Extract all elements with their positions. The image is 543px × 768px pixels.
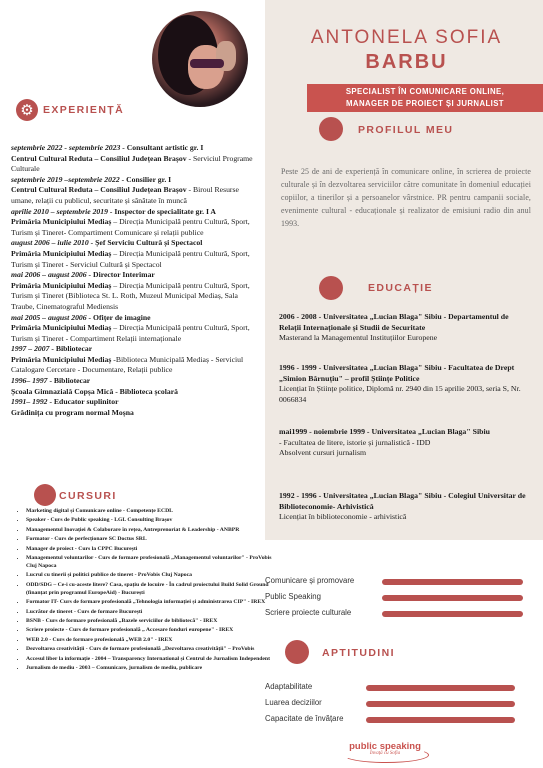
skill-level-bar (366, 717, 515, 723)
experience-period-line (11, 313, 261, 324)
role-line-2: MANAGER DE PROIECT ȘI JURNALIST (346, 99, 504, 108)
experience-role: Inspector de specialitate gr. I A (112, 206, 216, 216)
education-title: 2006 - 2008 - Universitatea „Lucian Blaga" Sibiu - Departamentul de Relații Internaționale și Studii de Securitate (279, 312, 509, 332)
skill-level-bar (382, 579, 523, 585)
logo-swoosh (343, 747, 429, 763)
experience-institution: Primăria Municipiului Mediaș (11, 248, 112, 258)
profile-dot-icon (319, 117, 343, 141)
education-entry (279, 312, 529, 344)
experience-description: – Direcția Municipală pentru Cultură, Sport, Turism și Tineret- Compartiment Comunicare și relații publice (11, 217, 250, 237)
skill-label: Public Speaking (265, 592, 321, 601)
experience-detail-line (11, 154, 261, 175)
experience-detail-line (11, 185, 261, 206)
experience-period-line (11, 207, 261, 218)
skill-label: Scriere proiecte culturale (265, 608, 352, 617)
profile-text: Peste 25 de ani de experiență în comunicare online, în scrierea de proiecte culturale și în dezvoltarea serviciilor către comunitate în domeniul educației copiilor, a tinerilor și a persoanelor vârstnice. PR pentru campanii sociale, evenimente cultural - educaționale și realizator de emisiuni radio din anul 1993. (281, 167, 531, 228)
education-title: 1996 - 1999 - Universitatea „Lucian Blaga" Sibiu - Facultatea de Drept „Simion Bărnuțiu" – profil Științe Politice (279, 363, 515, 383)
experience-period: august 2006 – iulie 2010 - (11, 238, 94, 248)
gear-icon: ⚙ (16, 99, 38, 121)
education-entry (279, 491, 529, 523)
experience-detail-line (11, 387, 261, 398)
experience-period-line (11, 376, 261, 387)
role-line-1: SPECIALIST ÎN COMUNICARE ONLINE, (345, 87, 505, 96)
education-dot-icon (319, 276, 343, 300)
experience-period: aprilie 2010 – septembrie 2019 - (11, 206, 113, 216)
right-panel (265, 0, 543, 540)
experience-institution: Primăria Municipiului Mediaș (11, 323, 112, 333)
experience-detail-line (11, 355, 261, 376)
course-item: • Jurnalism de mediu - 2003 – Comunicare, jurnalism de mediu, publicare (26, 664, 278, 672)
experience-period: 1996– 1997 - (11, 376, 52, 386)
education-detail: Licențiat în Științe politice, Diplomă nr. 2940 din 15 aprilie 2003, seria S, Nr. 0066834 (279, 384, 521, 404)
experience-description: – Direcția Municipală pentru Cultură, Sport, Turism și Tineret (Biblioteca St. L. Roth, Muzeul Municipal Mediaș, Sala Traube, Cinematograful Mediensis (11, 280, 250, 311)
experience-institution: Primăria Municipiului Mediaș (11, 354, 112, 364)
role-banner (307, 84, 543, 112)
experience-role: Ofițer de imagine (91, 312, 151, 322)
education-title: 1992 - 1996 - Universitatea „Lucian Blaga" Sibiu - Colegiul Universitar de Biblioteconomie- Arhivistică (279, 491, 526, 511)
course-item: • Manager de proiect - Curs la CPPC București (26, 545, 278, 553)
experience-institution: Centrul Cultural Reduta – Consiliul Județean Brașov (11, 185, 187, 195)
experience-role: Educator suplinitor (52, 397, 119, 407)
experience-period: 1997 – 2007 - (11, 344, 54, 354)
experience-description: - Biroul Resurse umane, relații cu publicul, securitate și sănătate în muncă (11, 185, 239, 205)
experience-period: 1991– 1992 - (11, 397, 52, 407)
courses-heading: CURSURI (59, 490, 117, 502)
skill-level-bar (366, 685, 515, 691)
experience-detail-line (11, 408, 261, 419)
course-item: • Speaker - Curs de Public speaking - LGL Consulting Brașov (26, 516, 278, 524)
education-title: mai1999 - noiembrie 1999 - Universitatea „Lucian Blaga" Sibiu (279, 427, 490, 436)
courses-list (12, 507, 278, 673)
course-item: • Marketing digital și Comunicare online - Competențe ECDL (26, 507, 278, 515)
experience-description: - Serviciul Programe Culturale (11, 153, 253, 174)
education-detail: Absolvent cursuri jurnalism (279, 448, 367, 458)
skill-label: Capacitate de învățare (265, 714, 344, 723)
last-name: BARBU (365, 51, 448, 73)
experience-role: Consultant artistic gr. I (124, 143, 204, 152)
experience-role: Director Interimar (91, 270, 155, 280)
course-item: • Formator IT- Curs de formare profesională „Tehnologia informației și administrarea CIP" - IREX (26, 598, 278, 606)
logo-title: public speaking (349, 741, 421, 752)
education-detail: - Facultatea de litere, istorie și jurnalistică - IDD (279, 437, 431, 447)
aptitudes-dot-icon (285, 640, 309, 664)
experience-period-line (11, 270, 261, 281)
courses-dot-icon (34, 484, 56, 506)
experience-period: septembrie 2022 - septembrie 2023 - (11, 143, 125, 152)
experience-role: Consilier gr. I (124, 174, 172, 184)
experience-description: – Direcția Municipală pentru Cultură, Sport, Turism și Tineret - Compartiment Relații internaționale (11, 323, 250, 343)
skill-level-bar (382, 611, 523, 617)
logo-subtitle: Învață cu Sofia (369, 751, 401, 756)
experience-role: Bibliotecar (52, 376, 91, 386)
experience-period-line (11, 397, 261, 408)
course-item: • Accesul liber la informație - 2004 – Transparency International și Centrul de Jurnalism Independent (26, 655, 278, 663)
skill-level-bar (382, 595, 523, 601)
course-item: • Managementul Inovației & Colaborare în rețea, Antreprenoriat & Leadership - ANBPR (26, 526, 278, 534)
skill-label: Luarea deciziilor (265, 698, 322, 707)
experience-detail-line (11, 217, 261, 238)
skill-label: Comunicare și promovare (265, 576, 355, 585)
course-item: • BSNB - Curs de formare profesională „Bazele serviciilor de bibliotecă" - IREX (26, 617, 278, 625)
experience-list (11, 143, 261, 418)
education-heading: EDUCAȚIE (368, 282, 433, 294)
experience-period: septembrie 2019 –septembrie 2022 - (11, 174, 125, 184)
experience-period-line (11, 238, 261, 249)
experience-role: Bibliotecar (53, 344, 93, 354)
aptitudes-heading: APTITUDINI (322, 647, 395, 659)
course-item: • ODD/SDG – Ce-i cu-aceste litere? Casa, spațiu de locuire - În cadrul proiectului Build Solid Ground (finanțat prin programul EuropeAid) - București (26, 581, 278, 597)
experience-period: mai 2006 – august 2006 - (11, 270, 92, 280)
experience-institution: Centrul Cultural Reduta – Consiliul Județean Brașov (11, 153, 187, 163)
course-item: • Scriere proiecte - Curs de formare profesională „ Accesare fonduri europene" - IREX (26, 626, 278, 634)
experience-institution: Primăria Municipiului Mediaș (11, 280, 112, 290)
experience-detail-line (11, 281, 261, 313)
skill-level-bar (366, 701, 515, 707)
profile-heading: PROFILUL MEU (358, 124, 454, 136)
skill-label: Adaptabilitate (265, 682, 313, 691)
education-entry (279, 427, 529, 459)
experience-period-line (11, 344, 261, 355)
experience-detail-line (11, 323, 261, 344)
public-speaking-logo (337, 741, 433, 756)
profile-photo (152, 11, 248, 107)
experience-description: – Direcția Municipală pentru Cultură, Sport, Turism și Tineret - Serviciul Cultură și Spectacol (11, 248, 250, 269)
course-item: • WEB 2.0 - Curs de formare profesională „WEB 2.0" - IREX (26, 636, 278, 644)
experience-institution: Grădinița cu program normal Moșna (11, 407, 134, 417)
course-item: • Formator - Curs de perfecționare SC Doctus SRL (26, 535, 278, 543)
education-entry (279, 363, 529, 405)
course-item: • Lucrul cu tinerii și politici publice de tineret - ProVobis Cluj Napoca (26, 571, 278, 579)
education-detail: Masterand la Managementul Instituțiilor Europene (279, 333, 438, 343)
first-names: ANTONELA SOFIA (310, 27, 503, 48)
experience-heading: EXPERIENȚĂ (43, 104, 125, 116)
course-item: • Dezvoltarea creativității - Curs de formare profesională „Dezvoltarea creativității" – ProVobis (26, 645, 278, 653)
experience-period: mai 2005 – august 2006 - (11, 312, 92, 322)
course-item: • Lucrător de tineret - Curs de formare București (26, 608, 278, 616)
experience-period-line (11, 175, 261, 186)
education-detail: Licențiat în biblioteconomie - arhivistică (279, 512, 407, 522)
experience-institution: Școala Gimnazială Copșa Mică - Biblioteca școlară (11, 386, 178, 396)
experience-description: -Biblioteca Municipală Mediaș - Serviciul Catalogare Cercetare - Documentare, Relații publice (11, 354, 244, 375)
experience-role: Șef Serviciu Cultură și Spectacol (93, 238, 203, 248)
experience-detail-line (11, 249, 261, 270)
experience-institution: Primăria Municipiului Mediaș (11, 217, 112, 227)
course-item: • Managementul voluntarilor - Curs de formare profesională „Managementul voluntarilor" - ProVobis Cluj Napoca (26, 554, 278, 570)
photo-glasses (190, 59, 224, 68)
experience-period-line (11, 143, 261, 154)
